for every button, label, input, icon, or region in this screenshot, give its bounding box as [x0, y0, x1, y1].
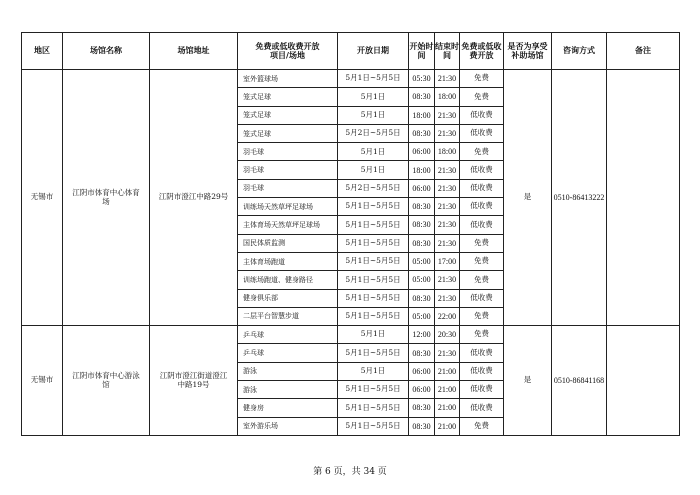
end-time-cell: 21:30	[435, 289, 460, 307]
project-cell: 健身俱乐部	[238, 289, 338, 307]
end-time-cell: 21:00	[435, 362, 460, 380]
open-date-cell: 5月1日~5月5日	[338, 216, 409, 234]
open-date-cell: 5月1日	[338, 362, 409, 380]
start-time-cell: 08:30	[409, 198, 435, 216]
start-time-cell: 08:30	[409, 234, 435, 252]
project-cell: 笼式足球	[238, 88, 338, 106]
open-date-cell: 5月1日~5月5日	[338, 70, 409, 88]
fee-type-cell: 免费	[460, 326, 504, 344]
table-row	[22, 70, 680, 88]
header-end-time: 结束时间	[435, 33, 460, 70]
project-cell: 国民体质监测	[238, 234, 338, 252]
end-time-cell: 21:00	[435, 399, 460, 417]
end-time-cell: 22:00	[435, 307, 460, 325]
fee-type-cell: 低收费	[460, 161, 504, 179]
start-time-cell: 06:00	[409, 179, 435, 197]
venue-table	[21, 32, 680, 436]
end-time-cell: 21:00	[435, 381, 460, 399]
header-row	[22, 33, 680, 70]
end-time-cell: 21:30	[435, 198, 460, 216]
fee-type-cell: 低收费	[460, 399, 504, 417]
header-venue-name: 场馆名称	[63, 33, 150, 70]
header-remark: 备注	[607, 33, 680, 70]
remark-cell	[607, 70, 680, 326]
end-time-cell: 21:30	[435, 234, 460, 252]
fee-type-cell: 低收费	[460, 179, 504, 197]
fee-type-cell: 免费	[460, 271, 504, 289]
open-date-cell: 5月1日~5月5日	[338, 252, 409, 270]
start-time-cell: 18:00	[409, 106, 435, 124]
open-date-cell: 5月1日	[338, 161, 409, 179]
header-project: 免费或低收费开放项目/场地	[238, 33, 338, 70]
project-cell: 训练场天然草坪足球场	[238, 198, 338, 216]
start-time-cell: 05:00	[409, 271, 435, 289]
fee-type-cell: 低收费	[460, 362, 504, 380]
open-date-cell: 5月1日~5月5日	[338, 271, 409, 289]
open-date-cell: 5月1日~5月5日	[338, 307, 409, 325]
open-date-cell: 5月2日~5月5日	[338, 124, 409, 142]
header-region: 地区	[22, 33, 63, 70]
start-time-cell: 05:30	[409, 70, 435, 88]
venue-address-cell: 江阴市澄江中路29号	[150, 70, 238, 326]
venue-address-cell: 江阴市澄江街道澄江中路19号	[150, 326, 238, 436]
open-date-cell: 5月1日~5月5日	[338, 399, 409, 417]
start-time-cell: 05:00	[409, 252, 435, 270]
start-time-cell: 12:00	[409, 326, 435, 344]
header-venue-address: 场馆地址	[150, 33, 238, 70]
start-time-cell: 18:00	[409, 161, 435, 179]
contact-cell: 0510-86413222	[552, 70, 607, 326]
open-date-cell: 5月1日	[338, 143, 409, 161]
header-subsidized: 是否为享受补助场馆	[504, 33, 552, 70]
start-time-cell: 06:00	[409, 362, 435, 380]
region-cell: 无锡市	[22, 70, 63, 326]
project-cell: 羽毛球	[238, 179, 338, 197]
project-cell: 二层平台智慧步道	[238, 307, 338, 325]
venue-name-cell: 江阴市体育中心游泳馆	[63, 326, 150, 436]
end-time-cell: 21:00	[435, 417, 460, 435]
open-date-cell: 5月1日	[338, 326, 409, 344]
project-cell: 主体育场天然草坪足球场	[238, 216, 338, 234]
end-time-cell: 21:30	[435, 70, 460, 88]
start-time-cell: 08:30	[409, 289, 435, 307]
end-time-cell: 17:00	[435, 252, 460, 270]
fee-type-cell: 低收费	[460, 106, 504, 124]
project-cell: 乒乓球	[238, 344, 338, 362]
venue-name-cell: 江阴市体育中心体育场	[63, 70, 150, 326]
fee-type-cell: 免费	[460, 88, 504, 106]
fee-type-cell: 低收费	[460, 381, 504, 399]
remark-cell	[607, 326, 680, 436]
end-time-cell: 21:30	[435, 216, 460, 234]
header-contact: 咨询方式	[552, 33, 607, 70]
open-date-cell: 5月1日~5月5日	[338, 381, 409, 399]
start-time-cell: 06:00	[409, 143, 435, 161]
start-time-cell: 08:30	[409, 399, 435, 417]
table-body	[22, 70, 680, 436]
project-cell: 游泳	[238, 381, 338, 399]
table-row	[22, 326, 680, 344]
end-time-cell: 21:30	[435, 106, 460, 124]
page-footer: 第 6 页，共 34 页	[313, 467, 387, 477]
fee-type-cell: 免费	[460, 143, 504, 161]
project-cell: 室外游乐场	[238, 417, 338, 435]
fee-type-cell: 低收费	[460, 198, 504, 216]
fee-type-cell: 免费	[460, 234, 504, 252]
header-start-time: 开始时间	[409, 33, 435, 70]
subsidized-cell: 是	[504, 326, 552, 436]
end-time-cell: 21:30	[435, 271, 460, 289]
project-cell: 乒乓球	[238, 326, 338, 344]
end-time-cell: 20:30	[435, 326, 460, 344]
end-time-cell: 21:30	[435, 179, 460, 197]
start-time-cell: 08:30	[409, 88, 435, 106]
end-time-cell: 21:30	[435, 124, 460, 142]
region-cell: 无锡市	[22, 326, 63, 436]
open-date-cell: 5月1日~5月5日	[338, 234, 409, 252]
open-date-cell: 5月2日~5月5日	[338, 179, 409, 197]
start-time-cell: 05:00	[409, 307, 435, 325]
fee-type-cell: 低收费	[460, 344, 504, 362]
start-time-cell: 08:30	[409, 216, 435, 234]
project-cell: 训练场跑道、健身路径	[238, 271, 338, 289]
fee-type-cell: 免费	[460, 307, 504, 325]
header-open-date: 开放日期	[338, 33, 409, 70]
end-time-cell: 18:00	[435, 88, 460, 106]
fee-type-cell: 低收费	[460, 289, 504, 307]
project-cell: 笼式足球	[238, 106, 338, 124]
start-time-cell: 08:30	[409, 417, 435, 435]
end-time-cell: 18:00	[435, 143, 460, 161]
contact-cell: 0510-86841168	[552, 326, 607, 436]
open-date-cell: 5月1日~5月5日	[338, 417, 409, 435]
start-time-cell: 06:00	[409, 381, 435, 399]
project-cell: 主体育场跑道	[238, 252, 338, 270]
end-time-cell: 21:30	[435, 161, 460, 179]
start-time-cell: 08:30	[409, 344, 435, 362]
project-cell: 羽毛球	[238, 143, 338, 161]
fee-type-cell: 免费	[460, 252, 504, 270]
end-time-cell: 21:30	[435, 344, 460, 362]
fee-type-cell: 免费	[460, 417, 504, 435]
open-date-cell: 5月1日	[338, 88, 409, 106]
subsidized-cell: 是	[504, 70, 552, 326]
open-date-cell: 5月1日	[338, 106, 409, 124]
project-cell: 健身房	[238, 399, 338, 417]
open-date-cell: 5月1日~5月5日	[338, 344, 409, 362]
header-fee-type: 免费或低收费开放	[460, 33, 504, 70]
project-cell: 羽毛球	[238, 161, 338, 179]
open-date-cell: 5月1日~5月5日	[338, 289, 409, 307]
project-cell: 游泳	[238, 362, 338, 380]
fee-type-cell: 低收费	[460, 124, 504, 142]
project-cell: 室外篮球场	[238, 70, 338, 88]
start-time-cell: 08:30	[409, 124, 435, 142]
open-date-cell: 5月1日~5月5日	[338, 198, 409, 216]
fee-type-cell: 免费	[460, 70, 504, 88]
project-cell: 笼式足球	[238, 124, 338, 142]
fee-type-cell: 低收费	[460, 216, 504, 234]
